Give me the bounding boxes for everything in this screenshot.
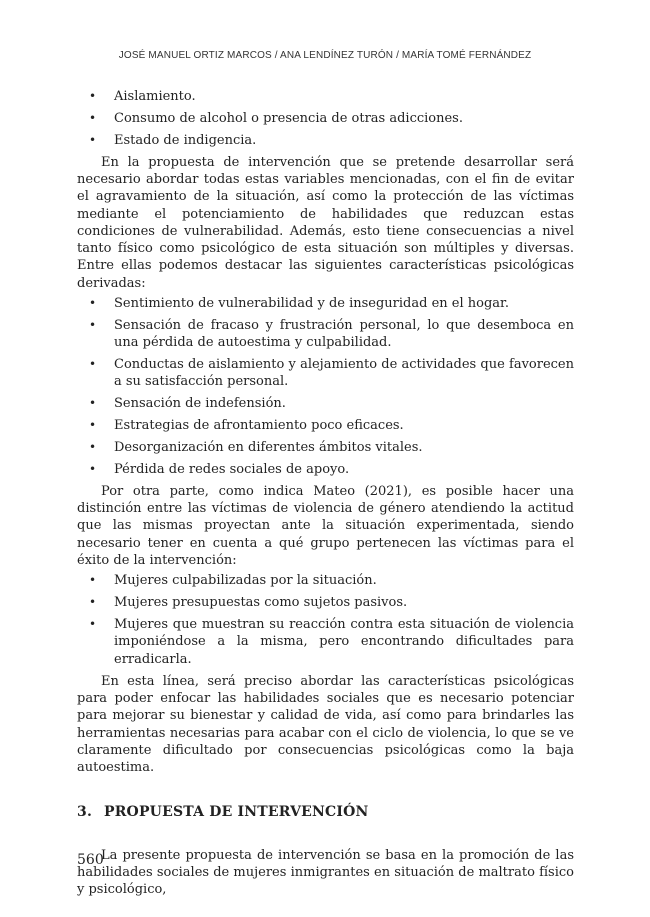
list-item: • Estrategias de afrontamiento poco eficaces. [89, 418, 404, 434]
bullet-list-psychological-traits [77, 295, 574, 478]
page-number: 560 [77, 852, 104, 868]
paragraph: La presente propuesta de intervención se basa en la promoción de las habilidades sociales de mujeres inmigrantes en situación de maltrato físico y psicológico, [77, 847, 574, 898]
bullet-icon: • [89, 461, 97, 476]
list-item: • Aislamiento. [89, 89, 196, 104]
list-item: • Sensación de fracaso y frustración personal, lo que desemboca en una pérdida de autoestima y culpabilidad. [89, 317, 574, 351]
bullet-list-victim-groups [77, 572, 574, 668]
section-heading [77, 804, 574, 821]
list-item: • Pérdida de redes sociales de apoyo. [89, 461, 350, 477]
list-item: • Conductas de aislamiento y alejamiento de actividades que favorecen a su satisfacción personal. [89, 357, 574, 390]
bullet-icon: • [89, 110, 97, 125]
list-item: • Sentimiento de vulnerabilidad y de inseguridad en el hogar. [89, 296, 509, 312]
body-text [77, 88, 574, 899]
list-item: • Estado de indigencia. [89, 132, 257, 148]
bullet-icon: • [89, 296, 97, 311]
section-number: 3. [77, 804, 93, 821]
paragraph: Por otra parte, como indica Mateo (2021), es posible hacer una distinción entre las víctimas de violencia de género atendiendo la actitud que las mismas proyectan ante la situación experimentada, siendo necesario tener en cuenta a qué grupo pertenecen las víctimas para el éxito de la intervención: [77, 483, 574, 569]
bullet-icon: • [89, 617, 97, 632]
list-item: • Mujeres presupuestas como sujetos pasivos. [89, 595, 408, 611]
bullet-icon: • [89, 132, 97, 147]
list-item: • Desorganización en diferentes ámbitos vitales. [89, 440, 423, 456]
bullet-icon: • [89, 357, 97, 372]
bullet-icon: • [89, 317, 97, 332]
bullet-list-risk-factors [77, 88, 574, 149]
section-title: PROPUESTA DE INTERVENCIÓN [104, 804, 369, 821]
bullet-icon: • [89, 89, 97, 103]
paragraph: En la propuesta de intervención que se pretende desarrollar será necesario abordar todas estas variables mencionadas, con el fin de evitar el agravamiento de la situación, así como la protección de las víctimas mediante el potenciamiento de habilidades que reduzcan estas condiciones de vulnerabilidad. Además, esto tiene consecuencias a nivel tanto físico como psicológico de esta situación son múltiples y diversas. Entre ellas podemos destacar las siguientes características psicológicas derivadas: [77, 154, 574, 291]
bullet-icon: • [89, 440, 97, 455]
bullet-icon: • [89, 595, 97, 610]
bullet-icon: • [89, 573, 97, 588]
running-head: JOSÉ MANUEL ORTIZ MARCOS / ANA LENDÍNEZ TURÓN / MARÍA TOMÉ FERNÁNDEZ [118, 50, 532, 61]
list-item: • Consumo de alcohol o presencia de otras adicciones. [89, 110, 463, 126]
paragraph: En esta línea, será preciso abordar las características psicológicas para poder enfocar las habilidades sociales que es necesario potenciar para mejorar su bienestar y calidad de vida, así como para brindarles las herramientas necesarias para acabar con el ciclo de violencia, lo que se ve claramente dificultado por consecuencias psicológicas como la baja autoestima. [77, 673, 574, 776]
list-item: • Mujeres que muestran su reacción contra esta situación de violencia imponiéndose a la misma, pero encontrando dificultades para erradicarla. [89, 617, 574, 667]
bullet-icon: • [89, 396, 97, 411]
bullet-icon: • [89, 418, 97, 433]
list-item: • Sensación de indefensión. [89, 396, 286, 412]
list-item: • Mujeres culpabilizadas por la situación. [89, 573, 377, 589]
